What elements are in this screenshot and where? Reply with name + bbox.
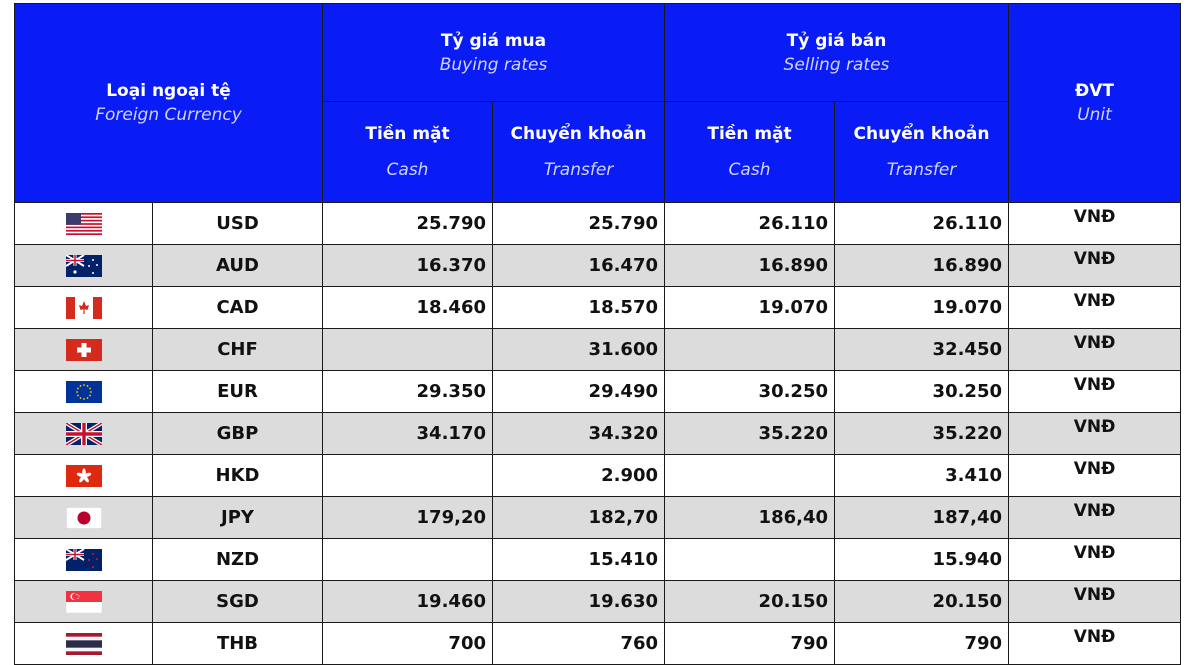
selling-rates-header xyxy=(665,4,1009,102)
sell-transfer-value: 15.940 xyxy=(835,539,1009,581)
unit-value: VNĐ xyxy=(1009,581,1181,623)
buy-transfer-value: 29.490 xyxy=(493,371,665,413)
cash-header-en: Cash xyxy=(728,160,771,180)
currency-code: NZD xyxy=(153,539,323,581)
unit-value: VNĐ xyxy=(1009,497,1181,539)
currency-header xyxy=(15,4,323,203)
table-row xyxy=(15,455,1181,497)
buy-transfer-value: 18.570 xyxy=(493,287,665,329)
table-row xyxy=(15,581,1181,623)
sell-cash-value: 35.220 xyxy=(665,413,835,455)
currency-code: CAD xyxy=(153,287,323,329)
transfer-header-vn: Chuyển khoản xyxy=(510,124,647,144)
nz-flag-icon xyxy=(66,549,102,570)
unit-value: VNĐ xyxy=(1009,245,1181,287)
sell-transfer-value: 19.070 xyxy=(835,287,1009,329)
currency-code: THB xyxy=(153,623,323,665)
gb-flag-icon xyxy=(66,423,102,444)
currency-code: HKD xyxy=(153,455,323,497)
unit-header-en: Unit xyxy=(1077,105,1112,125)
buying-header-en: Buying rates xyxy=(439,54,548,75)
sell-transfer-value: 32.450 xyxy=(835,329,1009,371)
ca-flag-icon xyxy=(66,297,102,318)
flag-cell xyxy=(15,287,153,329)
flag-cell xyxy=(15,245,153,287)
rate-rows xyxy=(15,203,1181,665)
buy-cash-value xyxy=(323,329,493,371)
buy-transfer-value: 182,70 xyxy=(493,497,665,539)
cash-header-en: Cash xyxy=(386,160,429,180)
table-row xyxy=(15,413,1181,455)
sell-transfer-value: 30.250 xyxy=(835,371,1009,413)
hk-flag-icon xyxy=(66,465,102,486)
sg-flag-icon xyxy=(66,591,102,612)
currency-code: AUD xyxy=(153,245,323,287)
sell-cash-value: 186,40 xyxy=(665,497,835,539)
unit-value: VNĐ xyxy=(1009,455,1181,497)
table-row xyxy=(15,245,1181,287)
sell-transfer-value: 187,40 xyxy=(835,497,1009,539)
sell-transfer-value: 3.410 xyxy=(835,455,1009,497)
currency-code: SGD xyxy=(153,581,323,623)
table-row xyxy=(15,497,1181,539)
sell-cash-value xyxy=(665,329,835,371)
transfer-header-en: Transfer xyxy=(543,160,614,180)
flag-cell xyxy=(15,581,153,623)
buying-header-vn: Tỷ giá mua xyxy=(440,30,547,51)
sell-cash-value: 19.070 xyxy=(665,287,835,329)
au-flag-icon xyxy=(66,255,102,276)
buy-cash-value: 18.460 xyxy=(323,287,493,329)
sell-transfer-value: 790 xyxy=(835,623,1009,665)
sell-cash-value xyxy=(665,539,835,581)
flag-cell xyxy=(15,455,153,497)
ch-flag-icon xyxy=(66,339,102,360)
cash-header-vn: Tiền mặt xyxy=(365,124,450,144)
unit-value: VNĐ xyxy=(1009,203,1181,245)
buy-transfer-value: 31.600 xyxy=(493,329,665,371)
th-flag-icon xyxy=(66,633,102,654)
exchange-rate-table xyxy=(14,3,1181,665)
buy-cash-value: 179,20 xyxy=(323,497,493,539)
buy-cash-value xyxy=(323,455,493,497)
table-row xyxy=(15,371,1181,413)
buy-cash-value: 700 xyxy=(323,623,493,665)
currency-code: CHF xyxy=(153,329,323,371)
currency-code: GBP xyxy=(153,413,323,455)
unit-header-vn: ĐVT xyxy=(1075,81,1115,101)
sell-cash-value: 26.110 xyxy=(665,203,835,245)
unit-value: VNĐ xyxy=(1009,329,1181,371)
table-row xyxy=(15,203,1181,245)
sell-cash-header xyxy=(665,102,835,203)
buy-transfer-value: 19.630 xyxy=(493,581,665,623)
unit-value: VNĐ xyxy=(1009,623,1181,665)
flag-cell xyxy=(15,539,153,581)
unit-value: VNĐ xyxy=(1009,287,1181,329)
sell-cash-value xyxy=(665,455,835,497)
flag-cell xyxy=(15,413,153,455)
currency-header-en: Foreign Currency xyxy=(95,105,242,125)
jp-flag-icon xyxy=(66,507,102,528)
sell-cash-value: 16.890 xyxy=(665,245,835,287)
buy-transfer-value: 15.410 xyxy=(493,539,665,581)
buy-cash-value: 19.460 xyxy=(323,581,493,623)
sell-cash-value: 30.250 xyxy=(665,371,835,413)
unit-value: VNĐ xyxy=(1009,539,1181,581)
buy-cash-value: 16.370 xyxy=(323,245,493,287)
sell-transfer-header xyxy=(835,102,1009,203)
currency-header-vn: Loại ngoại tệ xyxy=(106,81,231,101)
buy-cash-header xyxy=(323,102,493,203)
table-row xyxy=(15,287,1181,329)
transfer-header-vn: Chuyển khoản xyxy=(853,124,990,144)
sell-transfer-value: 35.220 xyxy=(835,413,1009,455)
currency-code: EUR xyxy=(153,371,323,413)
buy-transfer-value: 2.900 xyxy=(493,455,665,497)
buy-transfer-value: 760 xyxy=(493,623,665,665)
unit-header xyxy=(1009,4,1181,203)
sell-cash-value: 790 xyxy=(665,623,835,665)
buy-cash-value: 25.790 xyxy=(323,203,493,245)
currency-code: USD xyxy=(153,203,323,245)
buy-transfer-header xyxy=(493,102,665,203)
currency-code: JPY xyxy=(153,497,323,539)
buying-rates-header xyxy=(323,4,665,102)
buy-transfer-value: 16.470 xyxy=(493,245,665,287)
transfer-header-en: Transfer xyxy=(886,160,957,180)
eu-flag-icon xyxy=(66,381,102,402)
buy-cash-value xyxy=(323,539,493,581)
buy-cash-value: 34.170 xyxy=(323,413,493,455)
flag-cell xyxy=(15,623,153,665)
us-flag-icon xyxy=(66,213,102,234)
table-row xyxy=(15,329,1181,371)
cash-header-vn: Tiền mặt xyxy=(707,124,792,144)
table-row xyxy=(15,623,1181,665)
sell-transfer-value: 16.890 xyxy=(835,245,1009,287)
flag-cell xyxy=(15,497,153,539)
sell-transfer-value: 20.150 xyxy=(835,581,1009,623)
unit-value: VNĐ xyxy=(1009,371,1181,413)
buy-transfer-value: 34.320 xyxy=(493,413,665,455)
sell-transfer-value: 26.110 xyxy=(835,203,1009,245)
flag-cell xyxy=(15,329,153,371)
buy-cash-value: 29.350 xyxy=(323,371,493,413)
flag-cell xyxy=(15,371,153,413)
selling-header-en: Selling rates xyxy=(783,54,890,75)
flag-cell xyxy=(15,203,153,245)
unit-value: VNĐ xyxy=(1009,413,1181,455)
buy-transfer-value: 25.790 xyxy=(493,203,665,245)
sell-cash-value: 20.150 xyxy=(665,581,835,623)
selling-header-vn: Tỷ giá bán xyxy=(786,30,887,51)
table-row xyxy=(15,539,1181,581)
